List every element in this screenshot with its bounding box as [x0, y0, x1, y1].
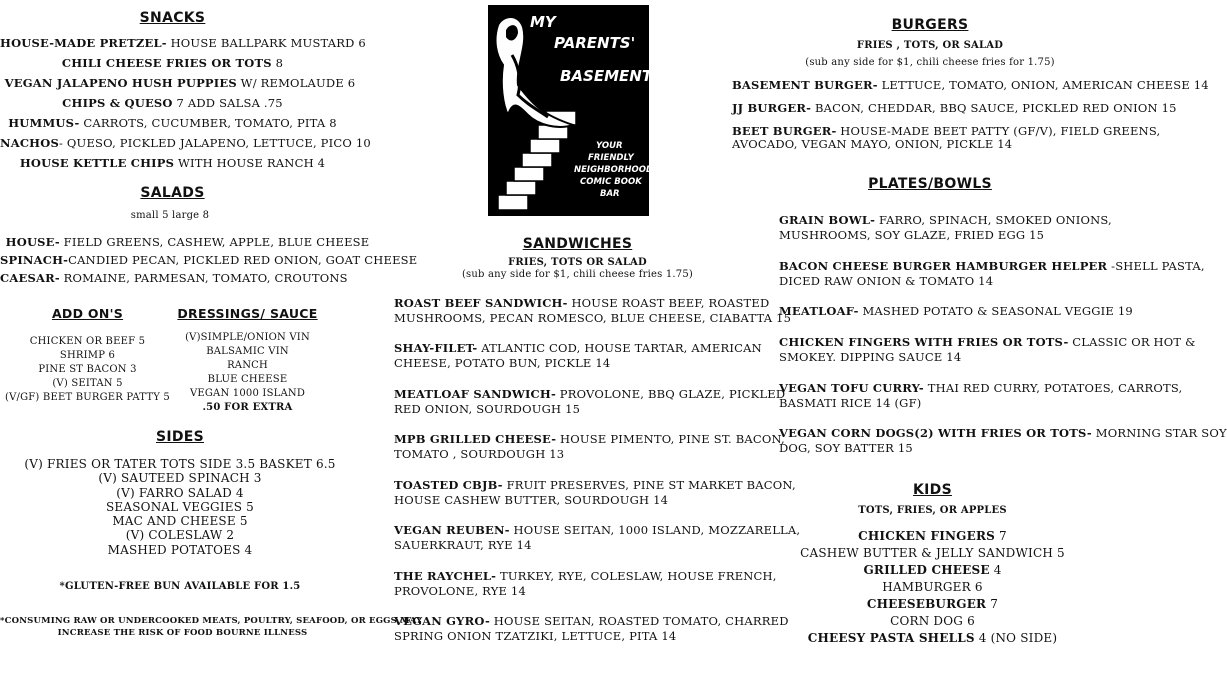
addon-item: SHRIMP 6: [59, 350, 116, 361]
side-item: (V) FRIES OR TATER TOTS SIDE 3.5 BASKET 6.5: [24, 457, 336, 471]
side-item: SEASONAL VEGGIES 5: [105, 500, 255, 514]
menu-item: SPINACH-CANDIED PECAN, PICKLED RED ONION, GOAT CHEESE: [0, 253, 418, 267]
kids-item: GRILLED CHEESE 4: [863, 563, 1002, 577]
kids-item: CASHEW BUTTER & JELLY SANDWICH 5: [800, 546, 1065, 560]
burgers-note: (sub any side for $1, chili cheese fries for 1.75): [805, 57, 1055, 68]
addon-item: (V/GF) BEET BURGER PATTY 5: [5, 392, 170, 403]
menu-item-line2: HOUSE CASHEW BUTTER, SOURDOUGH 14: [394, 493, 669, 507]
menu-item: CAESAR- ROMAINE, PARMESAN, TOMATO, CROUTONS: [0, 271, 348, 285]
kids-item: CHEESEBURGER 7: [866, 597, 999, 611]
addons-title: ADD ON'S: [51, 306, 124, 321]
menu-item: JJ BURGER- BACON, CHEDDAR, BBQ SAUCE, PICKLED RED ONION 15: [732, 101, 1177, 115]
menu-item: MEATLOAF SANDWICH- PROVOLONE, BBQ GLAZE, PICKLED: [394, 387, 786, 401]
dressing-item: VEGAN 1000 ISLAND: [189, 388, 306, 399]
snacks-title: SNACKS: [139, 10, 206, 26]
logo-tagline-4: COMIC BOOK: [580, 177, 642, 187]
food-warning-line2: INCREASE THE RISK OF FOOD BOURNE ILLNESS: [57, 628, 308, 638]
menu-item: GRAIN BOWL- FARRO, SPINACH, SMOKED ONIONS,: [779, 213, 1112, 227]
menu-item-line2: SPRING ONION TZATZIKI, LETTUCE, PITA 14: [394, 629, 677, 643]
logo-tagline-5: BAR: [600, 189, 620, 199]
sandwiches-title: SANDWICHES: [522, 236, 633, 252]
menu-item-line2: SAUERKRAUT, RYE 14: [394, 538, 532, 552]
dressing-item: RANCH: [227, 360, 268, 371]
menu-item: HUMMUS- CARROTS, CUCUMBER, TOMATO, PITA 8: [8, 116, 337, 130]
side-item: (V) SAUTEED SPINACH 3: [98, 471, 262, 485]
menu-item: VEGAN REUBEN- HOUSE SEITAN, 1000 ISLAND, MOZZARELLA,: [394, 523, 801, 537]
kids-item: CHICKEN FINGERS 7: [858, 529, 1007, 543]
menu-item: VEGAN GYRO- HOUSE SEITAN, ROASTED TOMATO, CHARRED: [394, 614, 789, 628]
menu-item: VEGAN CORN DOGS(2) WITH FRIES OR TOTS- MORNING STAR SOY: [779, 426, 1227, 440]
addon-item: PINE ST BACON 3: [38, 364, 137, 375]
menu-item-line2: DICED RAW ONION & TOMATO 14: [779, 274, 994, 288]
dressing-item: (V)SIMPLE/ONION VIN: [185, 332, 310, 343]
gluten-free-note: *GLUTEN-FREE BUN AVAILABLE FOR 1.5: [59, 581, 301, 592]
menu-item: BEET BURGER- HOUSE-MADE BEET PATTY (GF/V), FIELD GREENS,: [732, 124, 1161, 138]
menu-item: HOUSE KETTLE CHIPS WITH HOUSE RANCH 4: [19, 156, 326, 170]
kids-item: HAMBURGER 6: [882, 580, 983, 594]
menu-item: TOASTED CBJB- FRUIT PRESERVES, PINE ST MARKET BACON,: [394, 478, 796, 492]
left-column: [0, 0, 423, 675]
menu-item-line2: AVOCADO, VEGAN MAYO, ONION, PICKLE 14: [732, 137, 1013, 151]
menu-item-line2: BASMATI RICE 14 (GF): [779, 396, 922, 410]
salad-sizes: small 5 large 8: [130, 210, 210, 221]
kids-item: CHEESY PASTA SHELLS 4 (NO SIDE): [807, 631, 1058, 645]
side-item: (V) COLESLAW 2: [125, 528, 235, 542]
sandwiches-subtitle: FRIES, TOTS OR SALAD: [508, 257, 647, 268]
logo-title-3: BASEMENT: [560, 67, 653, 85]
menu-item: BACON CHEESE BURGER HAMBURGER HELPER -SHELL PASTA,: [779, 259, 1205, 273]
menu-item: CHICKEN FINGERS WITH FRIES OR TOTS- CLASSIC OR HOT &: [779, 335, 1196, 349]
menu-item: MEATLOAF- MASHED POTATO & SEASONAL VEGGIE 19: [779, 304, 1133, 318]
logo-title-2: PARENTS': [554, 34, 636, 52]
logo-tagline-2: FRIENDLY: [588, 153, 634, 163]
burgers-subtitle: FRIES , TOTS, OR SALAD: [856, 40, 1004, 51]
menu-item: SHAY-FILET- ATLANTIC COD, HOUSE TARTAR, AMERICAN: [394, 341, 762, 355]
right-column: [732, 0, 1227, 675]
dressing-item: BLUE CHEESE: [207, 374, 288, 385]
menu-item-line2: PROVOLONE, RYE 14: [394, 584, 526, 598]
kids-title: KIDS: [913, 482, 952, 498]
menu-item: MPB GRILLED CHEESE- HOUSE PIMENTO, PINE ST. BACON,: [394, 432, 785, 446]
menu-item: NACHOS- QUESO, PICKLED JALAPENO, LETTUCE, PICO 10: [0, 136, 371, 150]
menu-item-line2: SMOKEY. DIPPING SAUCE 14: [779, 350, 962, 364]
menu-item: HOUSE- FIELD GREENS, CASHEW, APPLE, BLUE CHEESE: [5, 235, 370, 249]
side-item: (V) FARRO SALAD 4: [116, 486, 244, 500]
menu-item: CHILI CHEESE FRIES OR TOTS 8: [61, 56, 284, 70]
logo-title-1: MY: [530, 13, 556, 31]
menu-item: VEGAN TOFU CURRY- THAI RED CURRY, POTATOES, CARROTS,: [779, 381, 1183, 395]
addon-item: CHICKEN OR BEEF 5: [29, 336, 146, 347]
menu-item-line2: RED ONION, SOURDOUGH 15: [394, 402, 581, 416]
dressings-title: DRESSINGS/ SAUCE: [177, 306, 318, 321]
food-warning-line1: *CONSUMING RAW OR UNDERCOOKED MEATS, POULTRY, SEAFOOD, OR EGGS MAY: [0, 616, 423, 626]
menu-item-line2: MUSHROOMS, PECAN ROMESCO, BLUE CHEESE, CIABATTA 15: [394, 311, 792, 325]
menu-item: VEGAN JALAPENO HUSH PUPPIES W/ REMOLAUDE 6: [4, 76, 356, 90]
menu-item-line2: CHEESE, POTATO BUN, PICKLE 14: [394, 356, 611, 370]
menu-item-line2: DOG, SOY BATTER 15: [779, 441, 913, 455]
kids-item: CORN DOG 6: [890, 614, 975, 628]
menu-item: THE RAYCHEL- TURKEY, RYE, COLESLAW, HOUSE FRENCH,: [394, 569, 777, 583]
middle-column: [380, 0, 801, 675]
kids-subtitle: TOTS, FRIES, OR APPLES: [858, 505, 1007, 516]
plates-title: PLATES/BOWLS: [868, 176, 992, 192]
sandwiches-note: (sub any side for $1, chili cheese fries 1.75): [461, 269, 694, 280]
burgers-title: BURGERS: [891, 17, 969, 33]
menu-item-line2: MUSHROOMS, SOY GLAZE, FRIED EGG 15: [779, 228, 1045, 242]
sides-title: SIDES: [155, 429, 205, 445]
side-item: MAC AND CHEESE 5: [112, 514, 248, 528]
dressing-item: BALSAMIC VIN: [206, 346, 289, 357]
logo-tagline-3: NEIGHBORHOOD: [574, 165, 654, 175]
addon-item: (V) SEITAN 5: [52, 378, 123, 389]
menu-item-line2: TOMATO , SOURDOUGH 13: [394, 447, 565, 461]
salads-title: SALADS: [140, 185, 205, 201]
menu-item: CHIPS & QUESO 7 ADD SALSA .75: [62, 96, 283, 110]
menu-item: HOUSE-MADE PRETZEL- HOUSE BALLPARK MUSTARD 6: [0, 36, 366, 50]
dressing-extra: .50 FOR EXTRA: [202, 402, 293, 413]
menu-item: BASEMENT BURGER- LETTUCE, TOMATO, ONION, AMERICAN CHEESE 14: [732, 78, 1209, 92]
side-item: MASHED POTATOES 4: [107, 543, 253, 557]
logo-tagline-1: YOUR: [596, 141, 623, 151]
menu-item: ROAST BEEF SANDWICH- HOUSE ROAST BEEF, ROASTED: [394, 296, 770, 310]
